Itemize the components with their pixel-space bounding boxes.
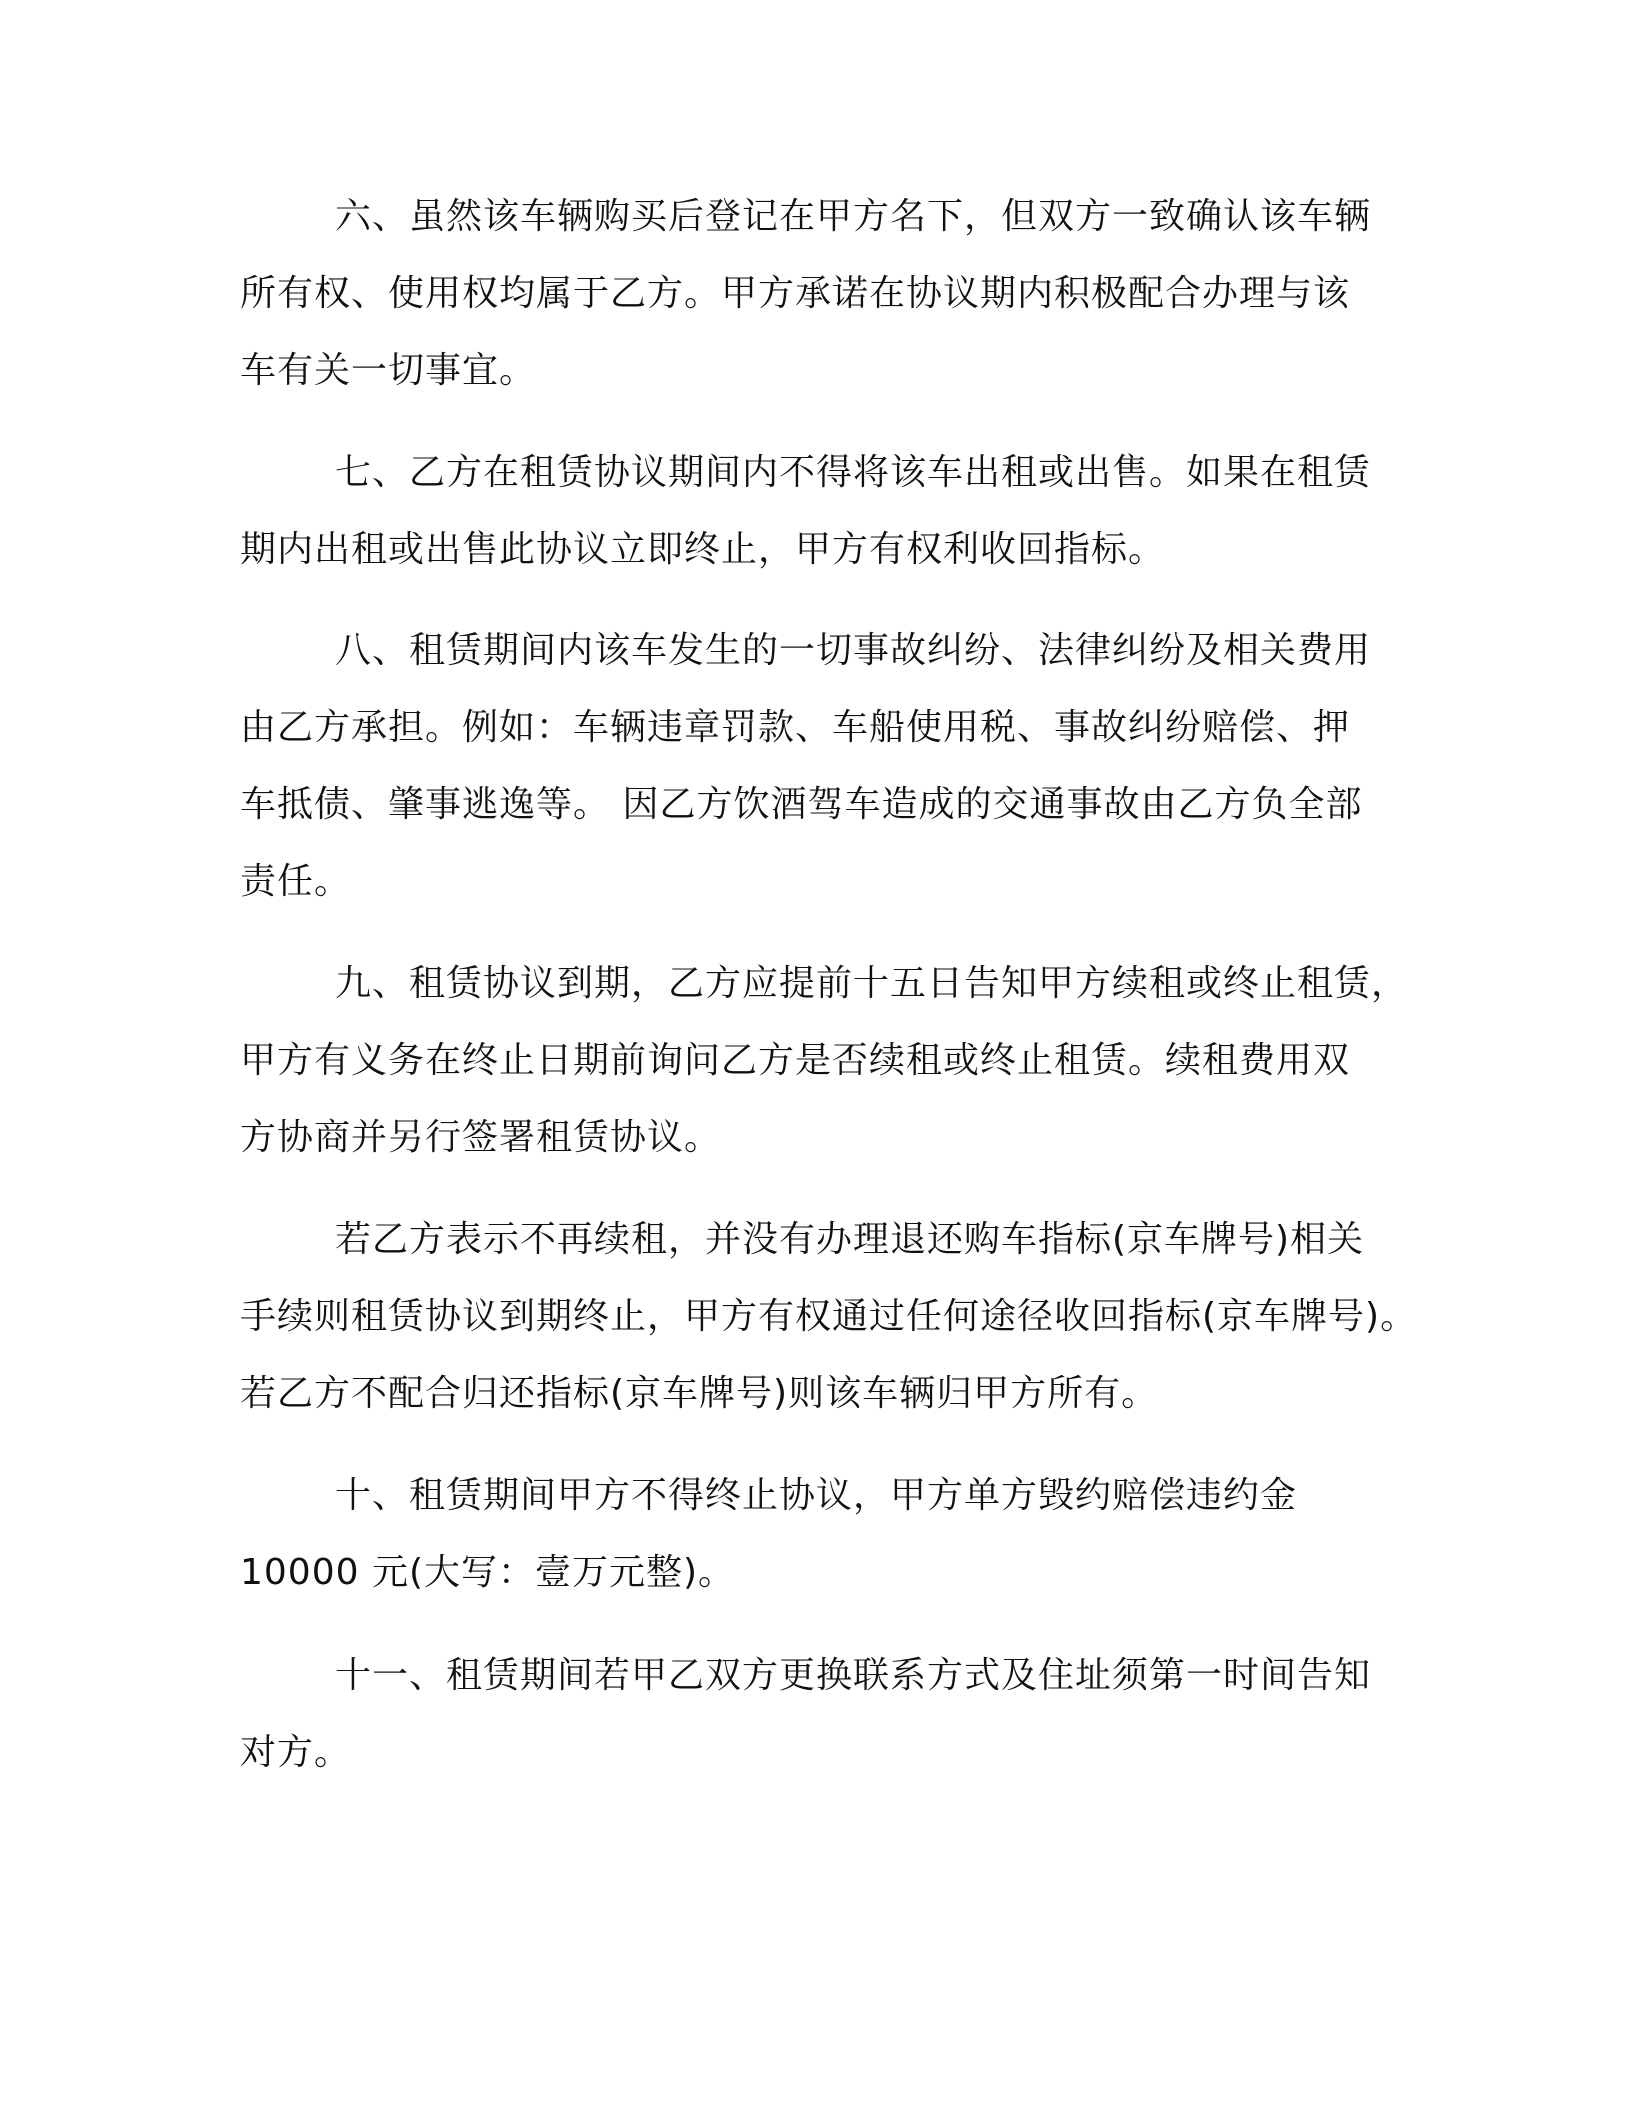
text-line: 八、租赁期间内该车发生的一切事故纠纷、法律纠纷及相关费用	[335, 630, 1372, 671]
text-line: 十、租赁期间甲方不得终止协议，甲方单方毁约赔偿违约金	[335, 1475, 1298, 1516]
text-line: 九、租赁协议到期，乙方应提前十五日告知甲方续租或终止租赁，	[335, 963, 1409, 1004]
text-line: 十一、租赁期间若甲乙双方更换联系方式及住址须第一时间告知	[335, 1655, 1372, 1696]
text-line: 手续则租赁协议到期终止，甲方有权通过任何途径收回指标(京车牌号)。	[240, 1296, 1418, 1337]
text-line: 车抵债、肇事逃逸等。 因乙方饮酒驾车造成的交通事故由乙方负全部	[240, 784, 1363, 825]
clause-9-paragraph	[240, 945, 1440, 1176]
clause-10-paragraph	[240, 1457, 1440, 1611]
text-line: 若乙方不配合归还指标(京车牌号)则该车辆归甲方所有。	[240, 1373, 1159, 1414]
clause-8-paragraph	[240, 612, 1440, 920]
clause-6-paragraph	[240, 178, 1440, 409]
text-line: 甲方有义务在终止日期前询问乙方是否续租或终止租赁。续租费用双	[240, 1040, 1351, 1081]
clause-11-paragraph	[240, 1637, 1440, 1791]
text-line: 由乙方承担。例如：车辆违章罚款、车船使用税、事故纠纷赔偿、押	[240, 707, 1351, 748]
text-line: 方协商并另行签署租赁协议。	[240, 1117, 722, 1158]
text-line: 期内出租或出售此协议立即终止，甲方有权利收回指标。	[240, 529, 1166, 570]
text-line: 七、乙方在租赁协议期间内不得将该车出租或出售。如果在租赁	[335, 452, 1372, 493]
text-line: 所有权、使用权均属于乙方。甲方承诺在协议期内积极配合办理与该	[240, 273, 1351, 314]
clause-7-paragraph	[240, 434, 1440, 588]
text-line: 若乙方表示不再续租，并没有办理退还购车指标(京车牌号)相关	[335, 1219, 1365, 1260]
text-line: 责任。	[240, 861, 352, 902]
text-line: 对方。	[240, 1732, 352, 1773]
text-line: 10000 元(大写：壹万元整)。	[240, 1552, 736, 1593]
text-line: 六、虽然该车辆购买后登记在甲方名下，但双方一致确认该车辆	[335, 196, 1372, 237]
text-line: 车有关一切事宜。	[240, 350, 537, 391]
clause-9-continuation-paragraph	[240, 1201, 1440, 1432]
